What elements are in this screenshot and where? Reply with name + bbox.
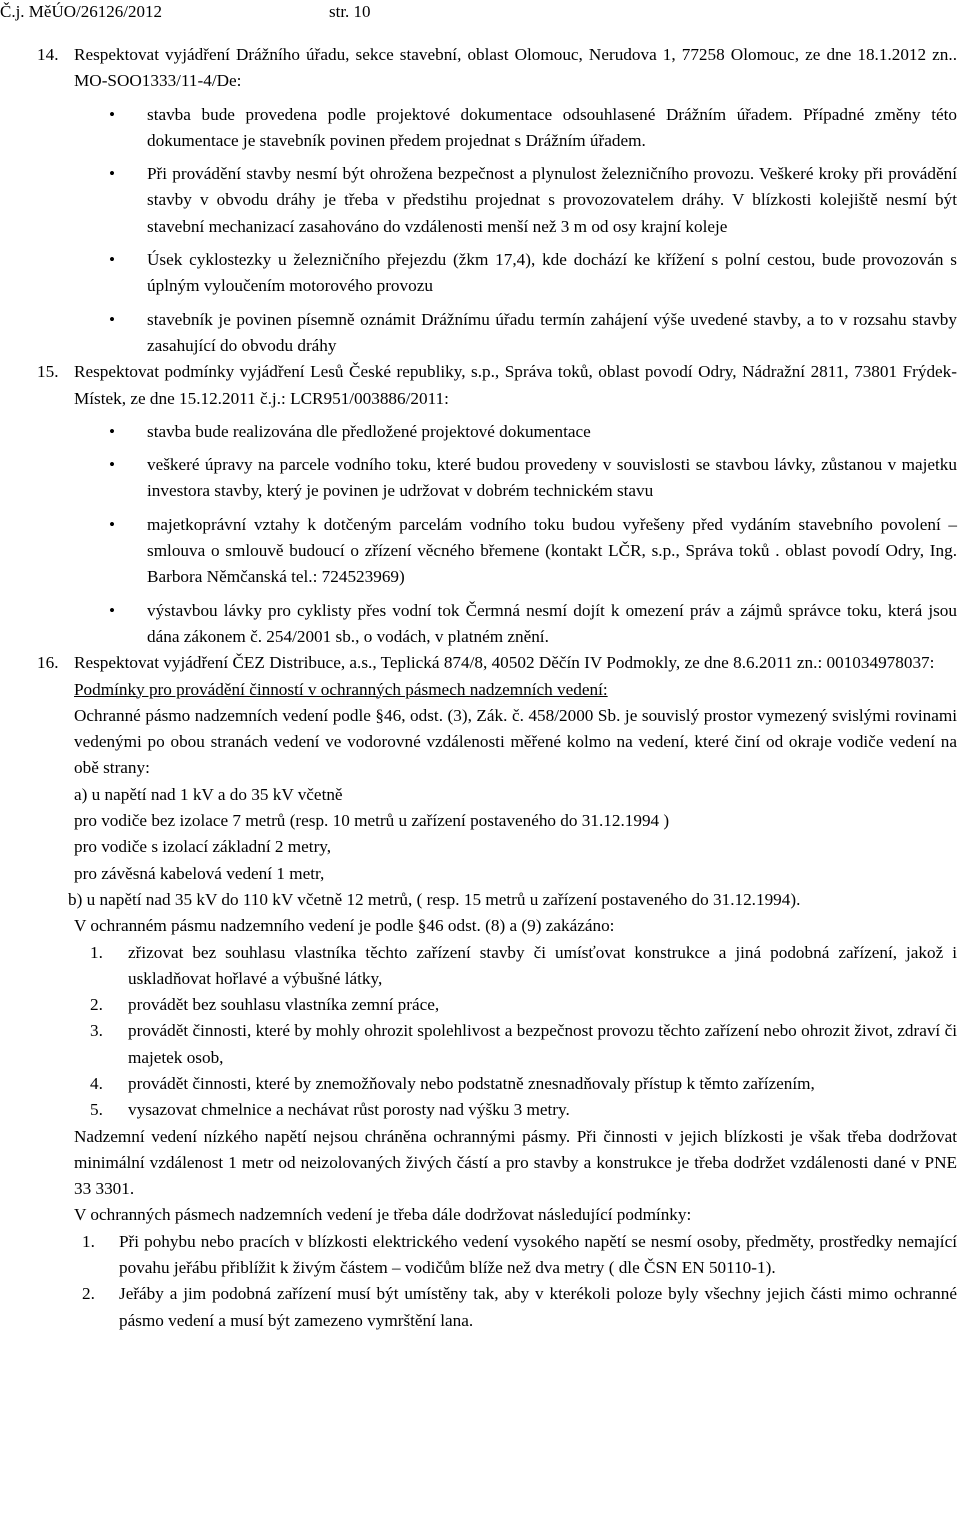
bullet-icon: • — [109, 104, 116, 124]
bullet-icon: • — [109, 164, 116, 184]
conditions-intro: V ochranných pásmech nadzemních vedení je třeba dále dodržovat následující podmínky: — [74, 1205, 692, 1225]
page-header — [0, 2, 960, 24]
section-number: 16. — [37, 653, 59, 673]
bullet-item — [109, 161, 957, 240]
voltage-a-line-3: pro závěsná kabelová vedení 1 metr, — [74, 863, 325, 883]
protection-zone-text: Ochranné pásmo nadzemních vedení podle §46, odst. (3), Zák. č. 458/2000 Sb. je souvislý prostor vymezený svislými rovinami vedenými po obou stranách vedení ve vodorovné vzdálenosti měřené kolmo na vedení, které činí od okraje vodiče vedení na obě strany: — [74, 705, 957, 778]
prohibited-item — [90, 1071, 957, 1097]
bullet-item — [109, 419, 957, 445]
section-number: 14. — [37, 45, 59, 64]
document-body — [37, 42, 957, 1334]
item-number: 4. — [90, 1073, 103, 1093]
prohibited-item — [90, 1097, 957, 1123]
item-text: provádět bez souhlasu vlastníka zemní práce, — [128, 995, 440, 1015]
bullet-item — [109, 512, 957, 591]
low-voltage-text: Nadzemní vedení nízkého napětí nejsou chráněna ochrannými pásmy. Při činnosti v jejich blízkosti je však třeba dodržovat minimální vzdálenost 1 metr od neizolovaných živých částí a pro stavby a konstrukce je třeba dodržet vzdálenosti dané v PNE 33 3301. — [74, 1126, 957, 1199]
prohibited-item — [90, 992, 957, 1018]
section-16 — [37, 650, 957, 676]
bullet-item — [109, 598, 957, 651]
bullet-icon: • — [109, 600, 116, 620]
conditions-heading: Podmínky pro provádění činností v ochranných pásmech nadzemních vedení: — [74, 679, 608, 699]
item-text: provádět činnosti, které by mohly ohrozit spolehlivost a bezpečnost provozu těchto zařízení nebo ohrozit život, zdraví či majetek osob, — [128, 1021, 957, 1067]
item-text: vysazovat chmelnice a nechávat růst porosty nad výšku 3 metry. — [128, 1100, 570, 1120]
prohibited-intro: V ochranném pásmu nadzemního vedení je podle §46 odst. (8) a (9) zakázáno: — [74, 916, 615, 936]
voltage-a: a) u napětí nad 1 kV a do 35 kV včetně — [74, 784, 343, 804]
bullet-text: výstavbou lávky pro cyklisty přes vodní tok Čermná nesmí dojít k omezení práv a zájmů správce toku, která jsou dána zákonem č. 254/2001 sb., o vodách, v platném znění. — [147, 600, 957, 646]
bullet-text: Úsek cyklostezky u železničního přejezdu (žkm 17,4), kde dochází ke křížení s polní cestou, bude provozován s úplným vyloučením motorového provozu — [147, 250, 957, 296]
bullet-icon: • — [109, 455, 116, 475]
item-number: 1. — [82, 1231, 95, 1251]
bullet-item — [109, 102, 957, 155]
item-number: 2. — [82, 1284, 95, 1304]
bullet-text: majetkoprávní vztahy k dotčeným parcelám vodního toku budou vyřešeny před vydáním stavebního povolení – smlouva o smlouvě budoucí o zřízení věcného břemene (kontakt LČR, s.p., Správa toků . oblast povodí Odry, Ing. Barbora Němčanská tel.: 724523969) — [147, 514, 957, 587]
section-text: Respektovat vyjádření Drážního úřadu, sekce stavební, oblast Olomouc, Nerudova 1, 77258 Olomouc, ze dne 18.1.2012 zn.. MO-SOO1333/11-4/De: — [74, 45, 957, 91]
reference-number: Č.j. MěÚO/26126/2012 — [0, 2, 162, 21]
bullet-icon: • — [109, 421, 116, 441]
section-text: Respektovat podmínky vyjádření Lesů České republiky, s.p., Správa toků, oblast povodí Odry, Nádražní 2811, 73801 Frýdek-Místek, ze dne 15.12.2011 č.j.: LCR951/003886/2011: — [74, 362, 957, 408]
section-number: 15. — [37, 362, 59, 382]
bullet-item — [109, 247, 957, 300]
bullet-text: stavba bude provedena podle projektové dokumentace odsouhlasené Drážním úřadem. Případné změny této dokumentace je stavebník povinen předem projednat s Drážním úřadem. — [147, 104, 957, 150]
page-number: str. 10 — [329, 2, 371, 21]
item-text: Jeřáby a jim podobná zařízení musí být umístěny tak, aby v kterékoli poloze byly všechny jejich části mimo ochranné pásmo vedení a musí být zamezeno vymrštění lana. — [119, 1284, 957, 1330]
item-number: 3. — [90, 1021, 103, 1041]
item-text: provádět činnosti, které by znemožňovaly nebo podstatně znesnadňovaly přístup k těmto zařízením, — [128, 1073, 815, 1093]
item-text: zřizovat bez souhlasu vlastníka těchto zařízení stavby či umísťovat konstrukce a jiná podobná zařízení, jakož i uskladňovat hořlavé a výbušné látky, — [128, 942, 957, 988]
bullet-text: stavebník je povinen písemně oznámit Drážnímu úřadu termín zahájení výše uvedené stavby, a to v rozsahu stavby zasahující do obvodu dráhy — [147, 309, 957, 355]
bullet-text: stavba bude realizována dle předložené projektové dokumentace — [147, 421, 591, 441]
item-text: Při pohybu nebo pracích v blízkosti elektrického vedení vysokého napětí se nesmí osoby, předměty, prostředky nemající povahu jeřábu přiblížit k živým částem – vodičům blíže než dva metry ( dle ČSN EN 50110-1). — [119, 1231, 957, 1278]
bullet-icon: • — [109, 309, 116, 329]
bullet-icon: • — [109, 514, 116, 534]
item-number: 2. — [90, 995, 103, 1015]
voltage-a-line-1: pro vodiče bez izolace 7 metrů (resp. 10 metrů u zařízení postaveného do 31.12.1994 ) — [74, 811, 670, 831]
item-number: 5. — [90, 1100, 103, 1120]
prohibited-item — [90, 1018, 957, 1071]
item-number: 1. — [90, 942, 103, 962]
bullet-text: Při provádění stavby nesmí být ohrožena bezpečnost a plynulost železničního provozu. Veškeré kroky při provádění stavby v obvodu dráhy je třeba v předstihu projednat s provozovatelem dráhy. V blízkosti kolejiště nesmí být stavební mechanizací zasahováno do vzdálenosti menší než 3 m od osy krajní koleje — [147, 164, 957, 236]
bullet-text: veškeré úpravy na parcele vodního toku, které budou provedeny v souvislosti se stavbou lávky, zůstanou v majetku investora stavby, který je povinen je udržovat v dobrém technickém stavu — [147, 455, 957, 501]
section-text: Respektovat vyjádření ČEZ Distribuce, a.s., Teplická 874/8, 40502 Děčín IV Podmokly, ze dne 8.6.2011 zn.: 001034978037: — [74, 653, 935, 673]
voltage-b: b) u napětí nad 35 kV do 110 kV včetně 12 metrů, ( resp. 15 metrů u zařízení postaveného do 31.12.1994). — [68, 889, 801, 909]
condition-item — [82, 1229, 957, 1282]
section-14 — [37, 42, 957, 95]
voltage-a-line-2: pro vodiče s izolací základní 2 metry, — [74, 837, 332, 857]
condition-item — [82, 1281, 957, 1334]
prohibited-item — [90, 940, 957, 993]
section-15 — [37, 359, 957, 412]
bullet-item — [109, 307, 957, 360]
bullet-icon: • — [109, 250, 116, 270]
bullet-item — [109, 452, 957, 505]
